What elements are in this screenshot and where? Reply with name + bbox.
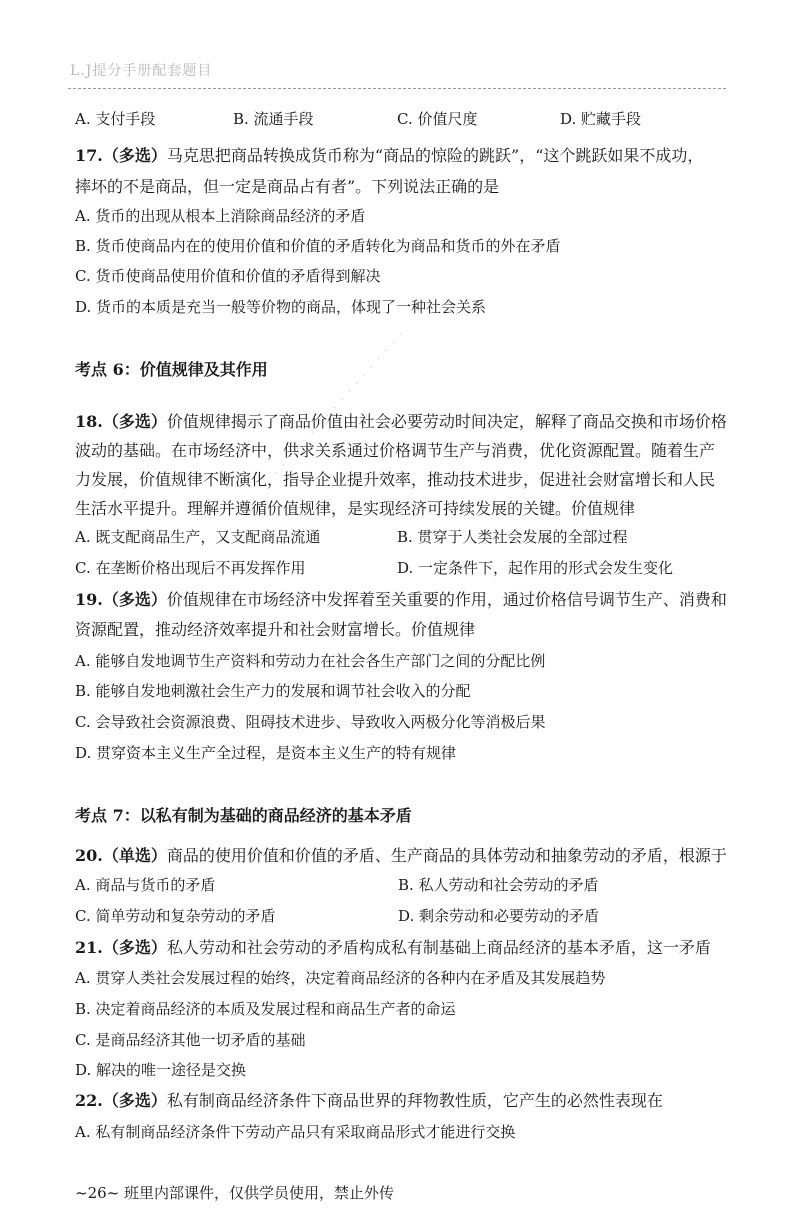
question-18-text: 价值规律揭示了商品价值由社会必要劳动时间决定，解释了商品交换和市场价格 [166, 412, 727, 431]
question-17-option-a: A. 货币的出现从根本上消除商品经济的矛盾 [75, 207, 366, 225]
q16-option-c: C. 价值尺度 [397, 110, 478, 128]
question-21-option-b: B. 决定着商品经济的本质及发展过程和商品生产者的命运 [75, 1000, 456, 1018]
question-18-line-4: 生活水平提升。理解并遵循价值规律，是实现经济可持续发展的关键。价值规律 [75, 499, 636, 518]
question-22-number: 22.（多选） [75, 1091, 167, 1110]
question-17-number: 17.（多选） [75, 146, 167, 165]
question-19-option-d: D. 贯穿资本主义生产全过程，是资本主义生产的特有规律 [75, 744, 457, 762]
question-19-option-b: B. 能够自发地刺激社会生产力的发展和调节社会收入的分配 [75, 682, 471, 700]
question-18-option-d: D. 一定条件下，起作用的形式会发生变化 [397, 559, 674, 577]
question-18-option-b: B. 贯穿于人类社会发展的全部过程 [397, 528, 628, 546]
question-18-option-c: C. 在垄断价格出现后不再发挥作用 [75, 559, 306, 577]
question-18-option-a: A. 既支配商品生产，又支配商品流通 [75, 528, 321, 546]
question-17-option-d: D. 货币的本质是充当一般等价物的商品，体现了一种社会关系 [75, 298, 487, 316]
question-21-text: 私人劳动和社会劳动的矛盾构成私有制基础上商品经济的基本矛盾，这一矛盾 [166, 938, 711, 957]
question-20-line-1 [75, 845, 727, 867]
page-header: L.J提分手册配套题目 [70, 63, 213, 79]
question-21-option-d: D. 解决的唯一途径是交换 [75, 1061, 247, 1079]
section-6-heading: 考点 6：价值规律及其作用 [75, 360, 268, 379]
question-20-option-c: C. 简单劳动和复杂劳动的矛盾 [75, 907, 276, 925]
question-20-option-d: D. 剩余劳动和必要劳动的矛盾 [398, 907, 600, 925]
q16-option-d: D. 贮藏手段 [560, 110, 642, 128]
header-divider [68, 88, 726, 89]
question-21-line-1 [75, 937, 711, 959]
question-17-option-b: B. 货币使商品内在的使用价值和价值的矛盾转化为商品和货币的外在矛盾 [75, 237, 561, 255]
question-17-option-c: C. 货币使商品使用价值和价值的矛盾得到解决 [75, 267, 381, 285]
question-19-option-c: C. 会导致社会资源浪费、阻碍技术进步、导致收入两极分化等消极后果 [75, 713, 546, 731]
question-18-line-2: 波动的基础。在市场经济中，供求关系通过价格调节生产与消费，优化资源配置。随着生产 [75, 441, 716, 460]
question-17-line-1 [75, 145, 703, 167]
section-7-heading: 考点 7：以私有制为基础的商品经济的基本矛盾 [75, 806, 412, 825]
question-20-text: 商品的使用价值和价值的矛盾、生产商品的具体劳动和抽象劳动的矛盾，根源于 [166, 846, 727, 865]
question-19-text: 价值规律在市场经济中发挥着至关重要的作用，通过价格信号调节生产、消费和 [166, 590, 727, 609]
question-17-line-2: 摔坏的不是商品，但一定是商品占有者”。下列说法正确的是 [75, 177, 500, 196]
question-20-number: 20.（单选） [75, 846, 167, 865]
question-18-line-3: 力发展，价值规律不断演化，指导企业提升效率，推动技术进步，促进社会财富增长和人民 [75, 470, 716, 489]
question-21-option-a: A. 贯穿人类社会发展过程的始终，决定着商品经济的各种内在矛盾及其发展趋势 [75, 969, 606, 987]
question-19-line-1 [75, 589, 727, 611]
question-22-text: 私有制商品经济条件下商品世界的拜物教性质，它产生的必然性表现在 [166, 1091, 663, 1110]
question-19-line-2: 资源配置，推动经济效率提升和社会财富增长。价值规律 [75, 620, 476, 639]
question-20-option-b: B. 私人劳动和社会劳动的矛盾 [398, 876, 599, 894]
question-21-number: 21.（多选） [75, 938, 167, 957]
question-21-option-c: C. 是商品经济其他一切矛盾的基础 [75, 1031, 306, 1049]
q16-option-b: B. 流通手段 [233, 110, 314, 128]
question-22-line-1 [75, 1090, 663, 1112]
question-18-number: 18.（多选） [75, 412, 167, 431]
q16-option-a: A. 支付手段 [75, 110, 156, 128]
question-17-text: 马克思把商品转换成货币称为“商品的惊险的跳跃”，“这个跳跃如果不成功， [166, 146, 704, 165]
watermark: · · · · · · · · · · · · · · · · · · [270, 327, 409, 479]
question-20-option-a: A. 商品与货币的矛盾 [75, 876, 216, 894]
page-footer: ~26~ 班里内部课件，仅供学员使用，禁止外传 [75, 1184, 394, 1202]
question-22-option-a: A. 私有制商品经济条件下劳动产品只有采取商品形式才能进行交换 [75, 1123, 516, 1141]
question-19-number: 19.（多选） [75, 590, 167, 609]
question-18-line-1 [75, 411, 727, 433]
question-19-option-a: A. 能够自发地调节生产资料和劳动力在社会各生产部门之间的分配比例 [75, 652, 546, 670]
